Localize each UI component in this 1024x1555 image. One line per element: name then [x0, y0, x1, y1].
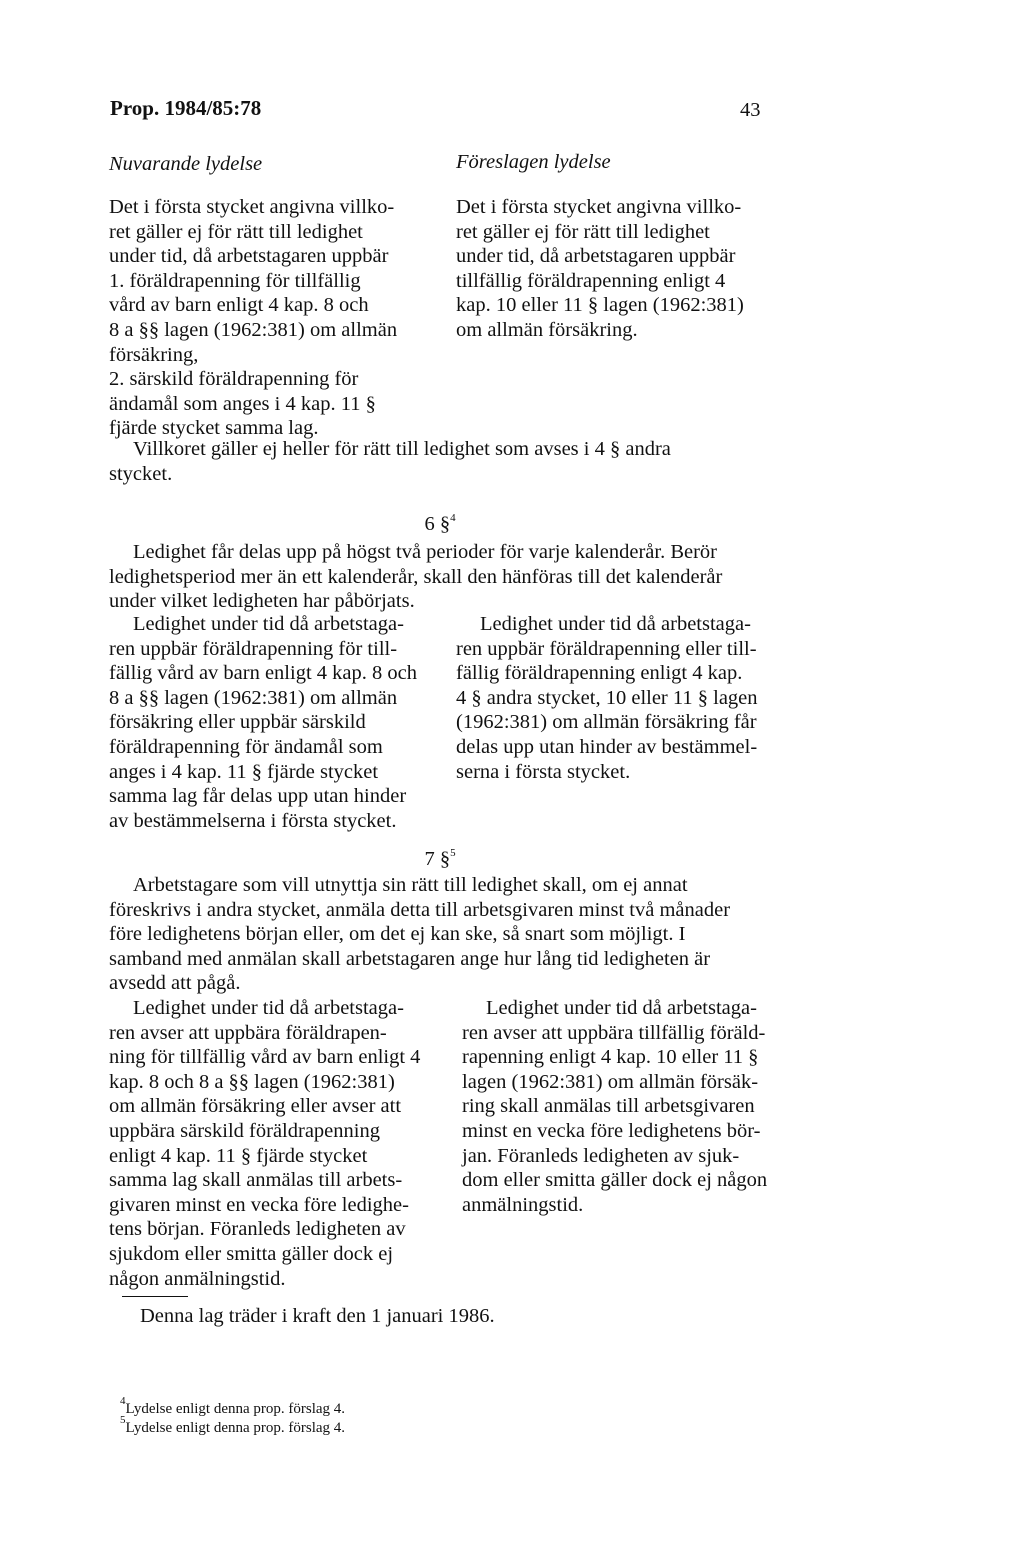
- text-line: rapenning enligt 4 kap. 10 eller 11 §: [462, 1046, 759, 1069]
- proposed-wording-block: [462, 996, 780, 1217]
- proposed-wording-heading: Föreslagen lydelse: [456, 151, 611, 173]
- text-line: 2. särskild föräldrapenning för: [109, 368, 359, 391]
- text-line: 8 a §§ lagen (1962:381) om allmän: [109, 686, 398, 709]
- text-line: under tid, då arbetstagaren uppbär: [109, 245, 389, 268]
- text-line: under tid, då arbetstagaren uppbär: [456, 245, 736, 268]
- text-line: samma lag skall anmälas till arbets-: [109, 1169, 403, 1192]
- text-line: kap. 8 och 8 a §§ lagen (1962:381): [109, 1070, 395, 1093]
- text-line: Det i första stycket angivna villko-: [109, 196, 395, 218]
- shared-paragraph: [109, 540, 771, 614]
- text-line: stycket.: [109, 462, 173, 485]
- text-line: ren uppbär föräldrapenning för till-: [109, 637, 398, 660]
- text-line: fjärde stycket samma lag.: [109, 417, 319, 440]
- current-wording-block: [109, 195, 435, 441]
- text-line: Ledighet under tid då arbetstaga-: [133, 997, 404, 1019]
- footnote-text: Lydelse enligt denna prop. förslag 4.: [125, 1420, 346, 1436]
- text-line: om allmän försäkring eller avser att: [109, 1095, 402, 1118]
- text-line: av bestämmelserna i första stycket.: [109, 809, 397, 832]
- text-line: tens början. Föranleds ledigheten av: [109, 1218, 406, 1241]
- text-line: anmälningstid.: [462, 1193, 584, 1216]
- text-line: före ledighetens början eller, om det ej kan ske, så snart som möjligt. I: [109, 923, 686, 946]
- page-number: 43: [740, 99, 761, 121]
- footnote-mark: 4: [120, 1395, 126, 1407]
- text-line: försäkring,: [109, 343, 199, 366]
- text-line: någon anmälningstid.: [109, 1267, 286, 1290]
- footnote-ref: 4: [450, 512, 456, 524]
- shared-paragraph: [109, 437, 771, 486]
- text-line: givaren minst en vecka före ledighe-: [109, 1193, 409, 1216]
- text-line: föreskrivs i andra stycket, anmäla detta till arbetsgivaren minst två månader: [109, 898, 731, 921]
- section-heading: 6 §$^4$: [424, 512, 456, 535]
- text-line: ret gäller ej för rätt till ledighet: [109, 220, 363, 243]
- effective-date-text: Denna lag träder i kraft den 1 januari 1986.: [140, 1305, 495, 1327]
- text-line: Arbetstagare som vill utnyttja sin rätt till ledighet skall, om ej annat: [133, 874, 688, 896]
- text-line: ren avser att uppbära tillfällig föräld-: [462, 1021, 766, 1044]
- proposed-wording-block: [456, 612, 780, 784]
- text-line: 4 § andra stycket, 10 eller 11 § lagen: [456, 686, 758, 709]
- text-line: minst en vecka före ledighetens bör-: [462, 1119, 761, 1142]
- text-line: (1962:381) om allmän försäkring får: [456, 711, 757, 734]
- current-wording-block: [109, 612, 437, 833]
- text-line: lagen (1962:381) om allmän försäk-: [462, 1070, 759, 1093]
- section-heading: 7 §$^5$: [424, 847, 456, 870]
- text-line: ledighetsperiod mer än ett kalenderår, skall den hänföras till det kalenderår: [109, 565, 723, 588]
- text-line: uppbära särskild föräldrapenning: [109, 1119, 380, 1142]
- shared-paragraph: [109, 873, 771, 996]
- text-line: kap. 10 eller 11 § lagen (1962:381): [456, 294, 744, 317]
- separator-rule: [122, 1296, 188, 1297]
- text-line: ning för tillfällig vård av barn enligt 4: [109, 1046, 421, 1069]
- text-line: fällig föräldrapenning enligt 4 kap.: [456, 662, 743, 685]
- text-line: ändamål som anges i 4 kap. 11 §: [109, 392, 376, 415]
- text-line: delas upp utan hinder av bestämmel-: [456, 735, 758, 758]
- footnote: [120, 1414, 346, 1437]
- text-line: serna i första stycket.: [456, 760, 631, 783]
- footnote-text: Lydelse enligt denna prop. förslag 4.: [125, 1401, 346, 1417]
- proposed-wording-block: [456, 195, 770, 343]
- text-line: ret gäller ej för rätt till ledighet: [456, 220, 710, 243]
- footnote-ref: 5: [450, 847, 456, 859]
- text-line: Ledighet får delas upp på högst två perioder för varje kalenderår. Berör: [133, 541, 718, 563]
- text-line: om allmän försäkring.: [456, 318, 638, 341]
- text-line: sjukdom eller smitta gäller dock ej: [109, 1242, 394, 1265]
- text-line: avsedd att pågå.: [109, 972, 241, 995]
- text-line: försäkring eller uppbär särskild: [109, 711, 366, 734]
- text-line: Ledighet under tid då arbetstaga-: [133, 613, 404, 635]
- text-line: under vilket ledigheten har påbörjats.: [109, 590, 415, 613]
- text-line: samband med anmälan skall arbetstagaren ange hur lång tid ledigheten är: [109, 947, 711, 970]
- text-line: fällig vård av barn enligt 4 kap. 8 och: [109, 662, 417, 685]
- text-line: Det i första stycket angivna villko-: [456, 196, 742, 218]
- text-line: föräldrapenning för ändamål som: [109, 735, 383, 758]
- text-line: ring skall anmälas till arbetsgivaren: [462, 1095, 755, 1118]
- text-line: enligt 4 kap. 11 § fjärde stycket: [109, 1144, 368, 1167]
- footnote-mark: 5: [120, 1414, 126, 1426]
- text-line: 8 a §§ lagen (1962:381) om allmän: [109, 318, 398, 341]
- text-line: Ledighet under tid då arbetstaga-: [486, 997, 757, 1019]
- text-line: ren avser att uppbära föräldrapen-: [109, 1021, 387, 1044]
- text-line: Villkoret gäller ej heller för rätt till ledighet som avses i 4 § andra: [133, 438, 671, 460]
- text-line: anges i 4 kap. 11 § fjärde stycket: [109, 760, 379, 783]
- document-reference: Prop. 1984/85:78: [110, 96, 262, 120]
- text-line: 1. föräldrapenning för tillfällig: [109, 269, 361, 292]
- footnote: [120, 1395, 346, 1418]
- text-line: vård av barn enligt 4 kap. 8 och: [109, 294, 369, 317]
- text-line: jan. Föranleds ledigheten av sjuk-: [462, 1144, 740, 1167]
- text-line: ren uppbär föräldrapenning eller till-: [456, 637, 757, 660]
- text-line: Ledighet under tid då arbetstaga-: [480, 613, 751, 635]
- current-wording-block: [109, 996, 437, 1291]
- text-line: tillfällig föräldrapenning enligt 4: [456, 269, 726, 292]
- current-wording-heading: Nuvarande lydelse: [109, 153, 263, 175]
- text-line: dom eller smitta gäller dock ej någon: [462, 1169, 768, 1192]
- text-line: samma lag får delas upp utan hinder: [109, 785, 407, 808]
